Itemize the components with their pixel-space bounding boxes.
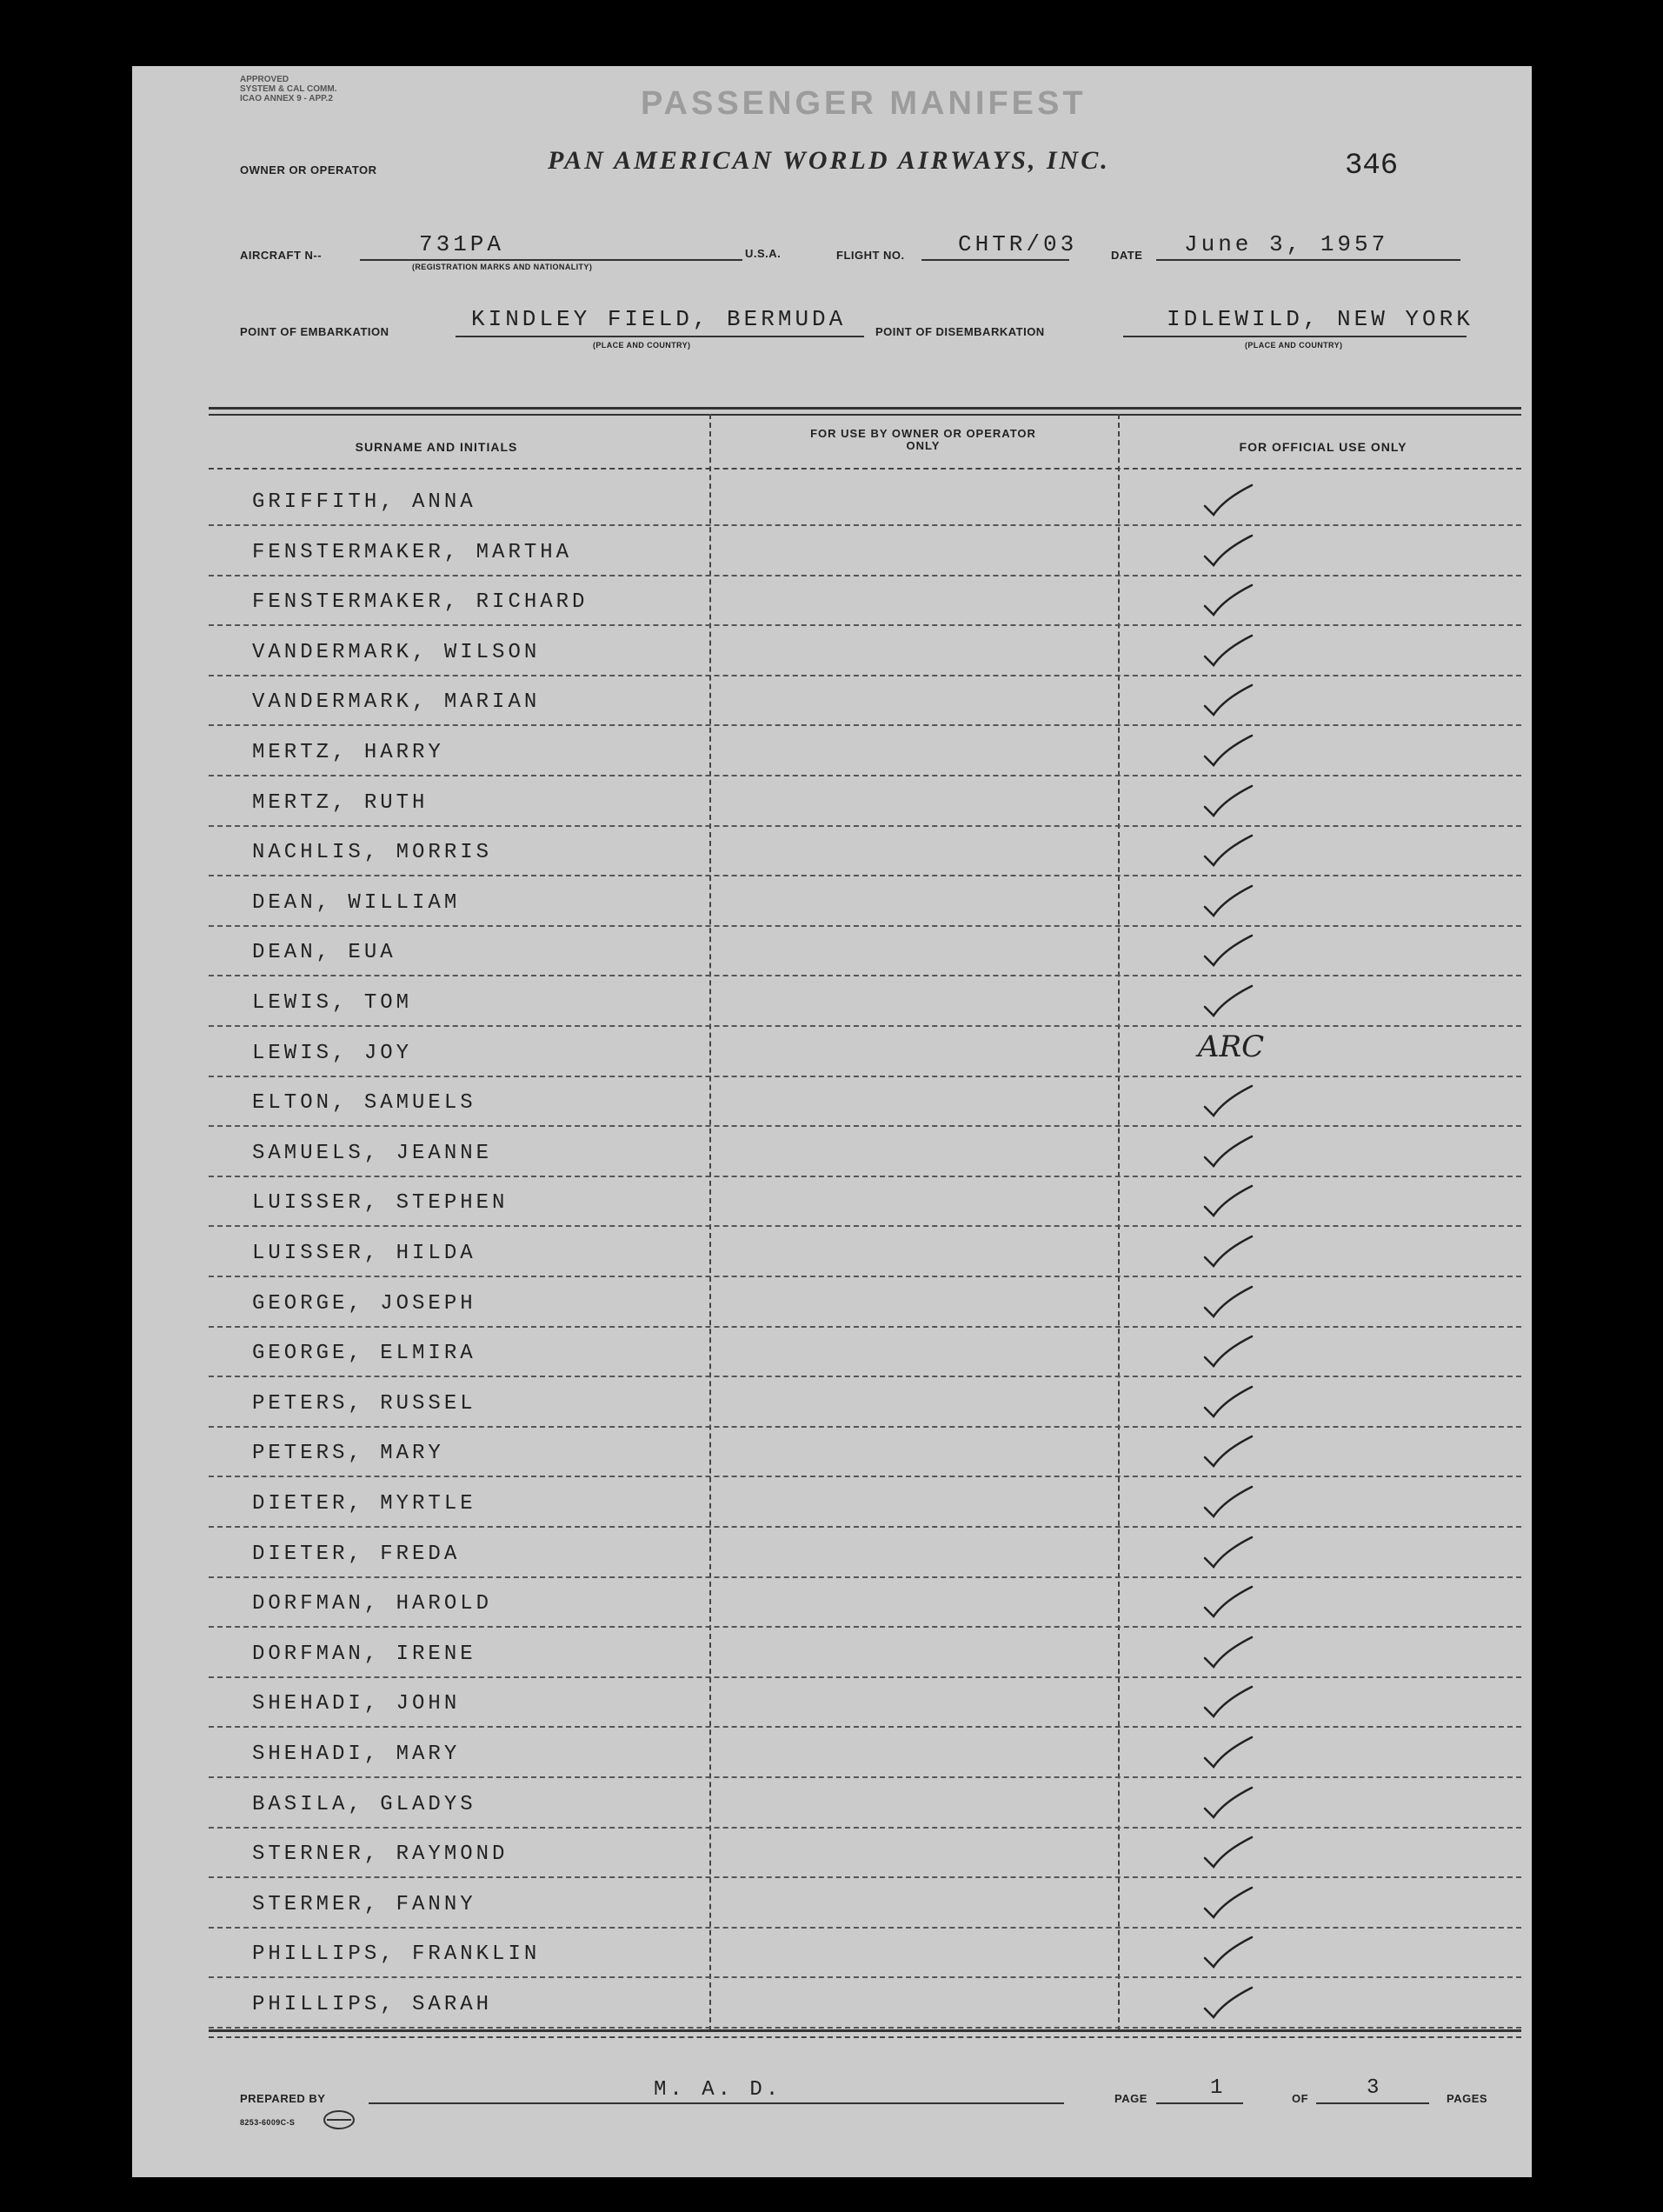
passenger-name: LUISSER, HILDA xyxy=(252,1242,476,1265)
passenger-name: BASILA, GLADYS xyxy=(252,1792,476,1816)
table-row xyxy=(209,476,1521,526)
passenger-name: GEORGE, ELMIRA xyxy=(252,1342,476,1366)
date-underline xyxy=(1156,259,1460,261)
table-row xyxy=(209,1028,1521,1077)
official-annotation: ARC xyxy=(1198,1029,1265,1064)
table-row xyxy=(209,1278,1521,1328)
checkmark-icon xyxy=(1198,1632,1267,1674)
passenger-name: PHILLIPS, SARAH xyxy=(252,1993,493,2016)
table-row xyxy=(209,1128,1521,1177)
passenger-name: LEWIS, JOY xyxy=(252,1041,413,1065)
table-row xyxy=(209,1378,1521,1428)
embarkation-label: POINT OF EMBARKATION xyxy=(240,325,389,338)
checkmark-icon xyxy=(1198,480,1267,522)
table-row xyxy=(209,1879,1521,1929)
table-row xyxy=(209,676,1521,726)
form-number: 8253-6009C-S xyxy=(240,2118,296,2127)
checkmark-icon xyxy=(1198,580,1267,622)
table-row xyxy=(209,1077,1521,1127)
table-row xyxy=(209,1529,1521,1578)
checkmark-icon xyxy=(1198,1181,1267,1223)
table-row xyxy=(209,1729,1521,1778)
embarkation-point: KINDLEY FIELD, BERMUDA xyxy=(471,306,847,332)
passenger-name: SHEHADI, MARY xyxy=(252,1742,461,1766)
flight-label: FLIGHT NO. xyxy=(836,249,905,262)
table-row xyxy=(209,527,1521,576)
table-row xyxy=(209,877,1521,927)
passenger-name: DORFMAN, IRENE xyxy=(252,1642,476,1666)
table-row xyxy=(209,927,1521,976)
checkmark-icon xyxy=(1198,1582,1267,1623)
table-row xyxy=(209,777,1521,827)
checkmark-icon xyxy=(1198,1282,1267,1323)
flight-date: June 3, 1957 xyxy=(1184,231,1389,257)
passenger-name: ELTON, SAMUELS xyxy=(252,1091,476,1116)
checkmark-icon xyxy=(1198,630,1267,672)
aircraft-underline xyxy=(360,259,742,261)
passenger-name: PETERS, RUSSEL xyxy=(252,1391,476,1416)
passenger-name: STERMER, FANNY xyxy=(252,1892,476,1916)
table-row xyxy=(209,576,1521,626)
table-row xyxy=(209,1228,1521,1277)
embarkation-underline xyxy=(456,336,864,337)
passenger-name: GRIFFITH, ANNA xyxy=(252,490,476,514)
checkmark-icon xyxy=(1198,680,1267,722)
table-row xyxy=(209,1678,1521,1728)
checkmark-icon xyxy=(1198,1682,1267,1723)
passenger-name: VANDERMARK, MARIAN xyxy=(252,690,541,715)
checkmark-icon xyxy=(1198,1382,1267,1423)
table-row xyxy=(209,977,1521,1027)
passenger-name: PHILLIPS, FRANKLIN xyxy=(252,1942,541,1967)
page-label: PAGE xyxy=(1114,2092,1147,2105)
checkmark-icon xyxy=(1198,1782,1267,1824)
table-bottom-rule-2 xyxy=(209,2036,1521,2038)
table-top-rule xyxy=(209,407,1521,410)
passenger-name: DIETER, FREDA xyxy=(252,1542,461,1566)
prepared-by-label: PREPARED BY xyxy=(240,2092,326,2105)
table-row xyxy=(209,1328,1521,1377)
pages-label: PAGES xyxy=(1447,2092,1488,2105)
document-title: PASSENGER MANIFEST xyxy=(641,85,1087,122)
passenger-name: STERNER, RAYMOND xyxy=(252,1842,509,1867)
checkmark-icon xyxy=(1198,1882,1267,1924)
table-row xyxy=(209,1177,1521,1227)
prepared-by-value: M. A. D. xyxy=(654,2078,782,2102)
passenger-name: MERTZ, RUTH xyxy=(252,790,429,815)
passenger-name: SHEHADI, JOHN xyxy=(252,1692,461,1716)
checkmark-icon xyxy=(1198,1732,1267,1774)
date-label: DATE xyxy=(1111,249,1143,262)
table-row xyxy=(209,1779,1521,1829)
passenger-name: NACHLIS, MORRIS xyxy=(252,841,493,865)
passenger-name: DIETER, MYRTLE xyxy=(252,1492,476,1516)
aircraft-label: AIRCRAFT N-- xyxy=(240,249,323,262)
passenger-name: LEWIS, TOM xyxy=(252,991,413,1015)
checkmark-icon xyxy=(1198,881,1267,923)
column-header-official: FOR OFFICIAL USE ONLY xyxy=(1239,440,1407,454)
total-pages-underline xyxy=(1316,2102,1429,2104)
checkmark-icon xyxy=(1198,1231,1267,1273)
passenger-name: VANDERMARK, WILSON xyxy=(252,640,541,664)
disembarkation-caption: (PLACE AND COUNTRY) xyxy=(1245,341,1343,350)
table-row xyxy=(209,1929,1521,1978)
table-top-rule-2 xyxy=(209,414,1521,416)
disembarkation-point: IDLEWILD, NEW YORK xyxy=(1167,306,1473,332)
disembarkation-underline xyxy=(1123,336,1467,337)
aircraft-number: 731PA xyxy=(419,231,505,257)
column-header-owner: FOR USE BY OWNER OR OPERATOR ONLY xyxy=(810,427,1036,452)
checkmark-icon xyxy=(1198,1431,1267,1473)
column-header-names: SURNAME AND INITIALS xyxy=(355,440,518,454)
row-rule xyxy=(209,2027,1521,2029)
table-bottom-rule xyxy=(209,2029,1521,2032)
flight-number: CHTR/03 xyxy=(958,231,1078,257)
table-row xyxy=(209,1428,1521,1477)
passenger-name: FENSTERMAKER, MARTHA xyxy=(252,540,573,564)
checkmark-icon xyxy=(1198,1081,1267,1123)
registration-caption: (REGISTRATION MARKS AND NATIONALITY) xyxy=(412,263,593,271)
table-row xyxy=(209,1979,1521,2029)
page-value: 1 xyxy=(1210,2076,1227,2100)
header-bottom-rule xyxy=(209,468,1521,470)
checkmark-icon xyxy=(1198,930,1267,972)
embarkation-caption: (PLACE AND COUNTRY) xyxy=(593,341,691,350)
checkmark-icon xyxy=(1198,981,1267,1023)
prepared-by-underline xyxy=(369,2102,1064,2104)
passenger-name: PETERS, MARY xyxy=(252,1442,444,1466)
table-row xyxy=(209,1829,1521,1878)
document-number: 346 xyxy=(1345,150,1399,183)
page-underline xyxy=(1156,2102,1243,2104)
checkmark-icon xyxy=(1198,1532,1267,1574)
table-row xyxy=(209,1629,1521,1678)
table-row xyxy=(209,1478,1521,1528)
total-pages-value: 3 xyxy=(1367,2076,1383,2100)
passenger-name: LUISSER, STEPHEN xyxy=(252,1191,509,1216)
checkmark-icon xyxy=(1198,830,1267,872)
passenger-name: GEORGE, JOSEPH xyxy=(252,1291,476,1316)
table-row xyxy=(209,1578,1521,1628)
owner-label: OWNER OR OPERATOR xyxy=(240,163,377,177)
table-row xyxy=(209,827,1521,876)
union-label-icon xyxy=(322,2108,356,2132)
disembarkation-label: POINT OF DISEMBARKATION xyxy=(875,325,1045,338)
checkmark-icon xyxy=(1198,1482,1267,1523)
passenger-name: DORFMAN, HAROLD xyxy=(252,1592,493,1616)
passenger-name: FENSTERMAKER, RICHARD xyxy=(252,590,589,615)
approval-stamp: APPROVED SYSTEM & CAL COMM. ICAO ANNEX 9 - APP.2 xyxy=(240,75,337,103)
of-label: OF xyxy=(1292,2092,1309,2105)
company-name: PAN AMERICAN WORLD AIRWAYS, INC. xyxy=(548,146,1110,175)
checkmark-icon xyxy=(1198,781,1267,823)
manifest-sheet xyxy=(132,66,1532,2177)
passenger-name: SAMUELS, JEANNE xyxy=(252,1141,493,1165)
checkmark-icon xyxy=(1198,1982,1267,2024)
passenger-name: MERTZ, HARRY xyxy=(252,741,444,764)
table-row xyxy=(209,727,1521,776)
checkmark-icon xyxy=(1198,1331,1267,1373)
checkmark-icon xyxy=(1198,1832,1267,1874)
checkmark-icon xyxy=(1198,530,1267,572)
usa-label: U.S.A. xyxy=(745,247,782,260)
table-row xyxy=(209,627,1521,676)
flight-underline xyxy=(921,259,1069,261)
passenger-name: DEAN, WILLIAM xyxy=(252,890,461,915)
checkmark-icon xyxy=(1198,1932,1267,1974)
checkmark-icon xyxy=(1198,730,1267,772)
passenger-name: DEAN, EUA xyxy=(252,941,396,965)
checkmark-icon xyxy=(1198,1131,1267,1173)
